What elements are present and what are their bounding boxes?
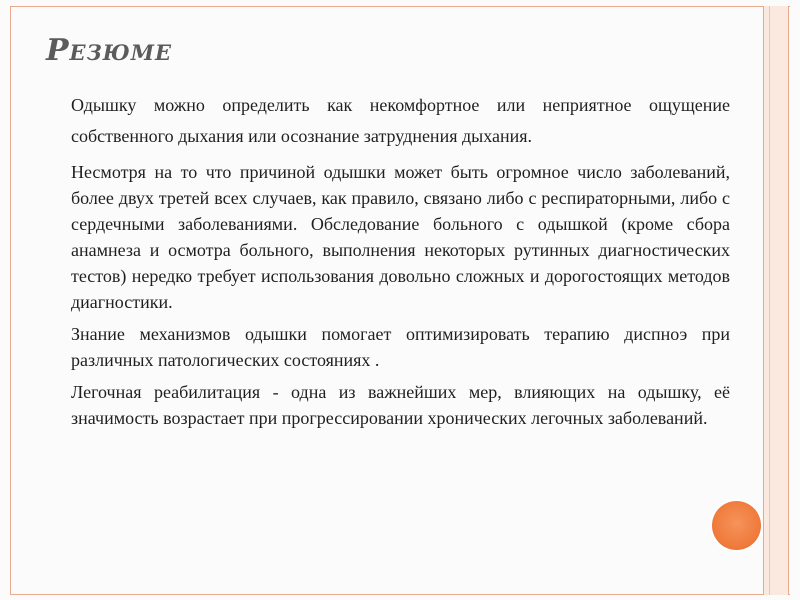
frame-bottom-line (10, 594, 790, 595)
bullet-text: Знание механизмов одышки помогает оптимизировать терапию диспноэ при различных патологических состояниях . (71, 324, 730, 370)
bullet-item (48, 321, 730, 373)
bullet-item (48, 90, 730, 152)
bullet-item (48, 159, 730, 315)
frame-left-line (10, 6, 11, 594)
slide-title: Резюме (46, 33, 172, 68)
bullet-text: Легочная реабилитация - одна из важнейших мер, влияющих на одышку, её значимость возрастает при прогрессировании хронических легочных заболеваний. (71, 382, 730, 428)
decorative-orange-circle (712, 501, 761, 550)
bullet-text: Одышку можно определить как некомфортное или неприятное ощущение собственного дыхания или осознание затруднения дыхания. (71, 95, 730, 146)
bullet-list (48, 90, 730, 431)
bullet-text: Несмотря на то что причиной одышки может быть огромное число заболеваний, более двух третей всех случаев, как правило, связано либо с респираторными, либо с сердечными заболеваниями. Обследование больного с одышкой (кроме сбора анамнеза и осмотра больного, выполнения некоторых рутинных диагностических тестов) нередко требует использования довольно сложных и дорогостоящих методов диагностики. (71, 162, 730, 312)
frame-right-band (763, 6, 789, 595)
frame-top-line (10, 6, 790, 7)
bullet-item (48, 379, 730, 431)
